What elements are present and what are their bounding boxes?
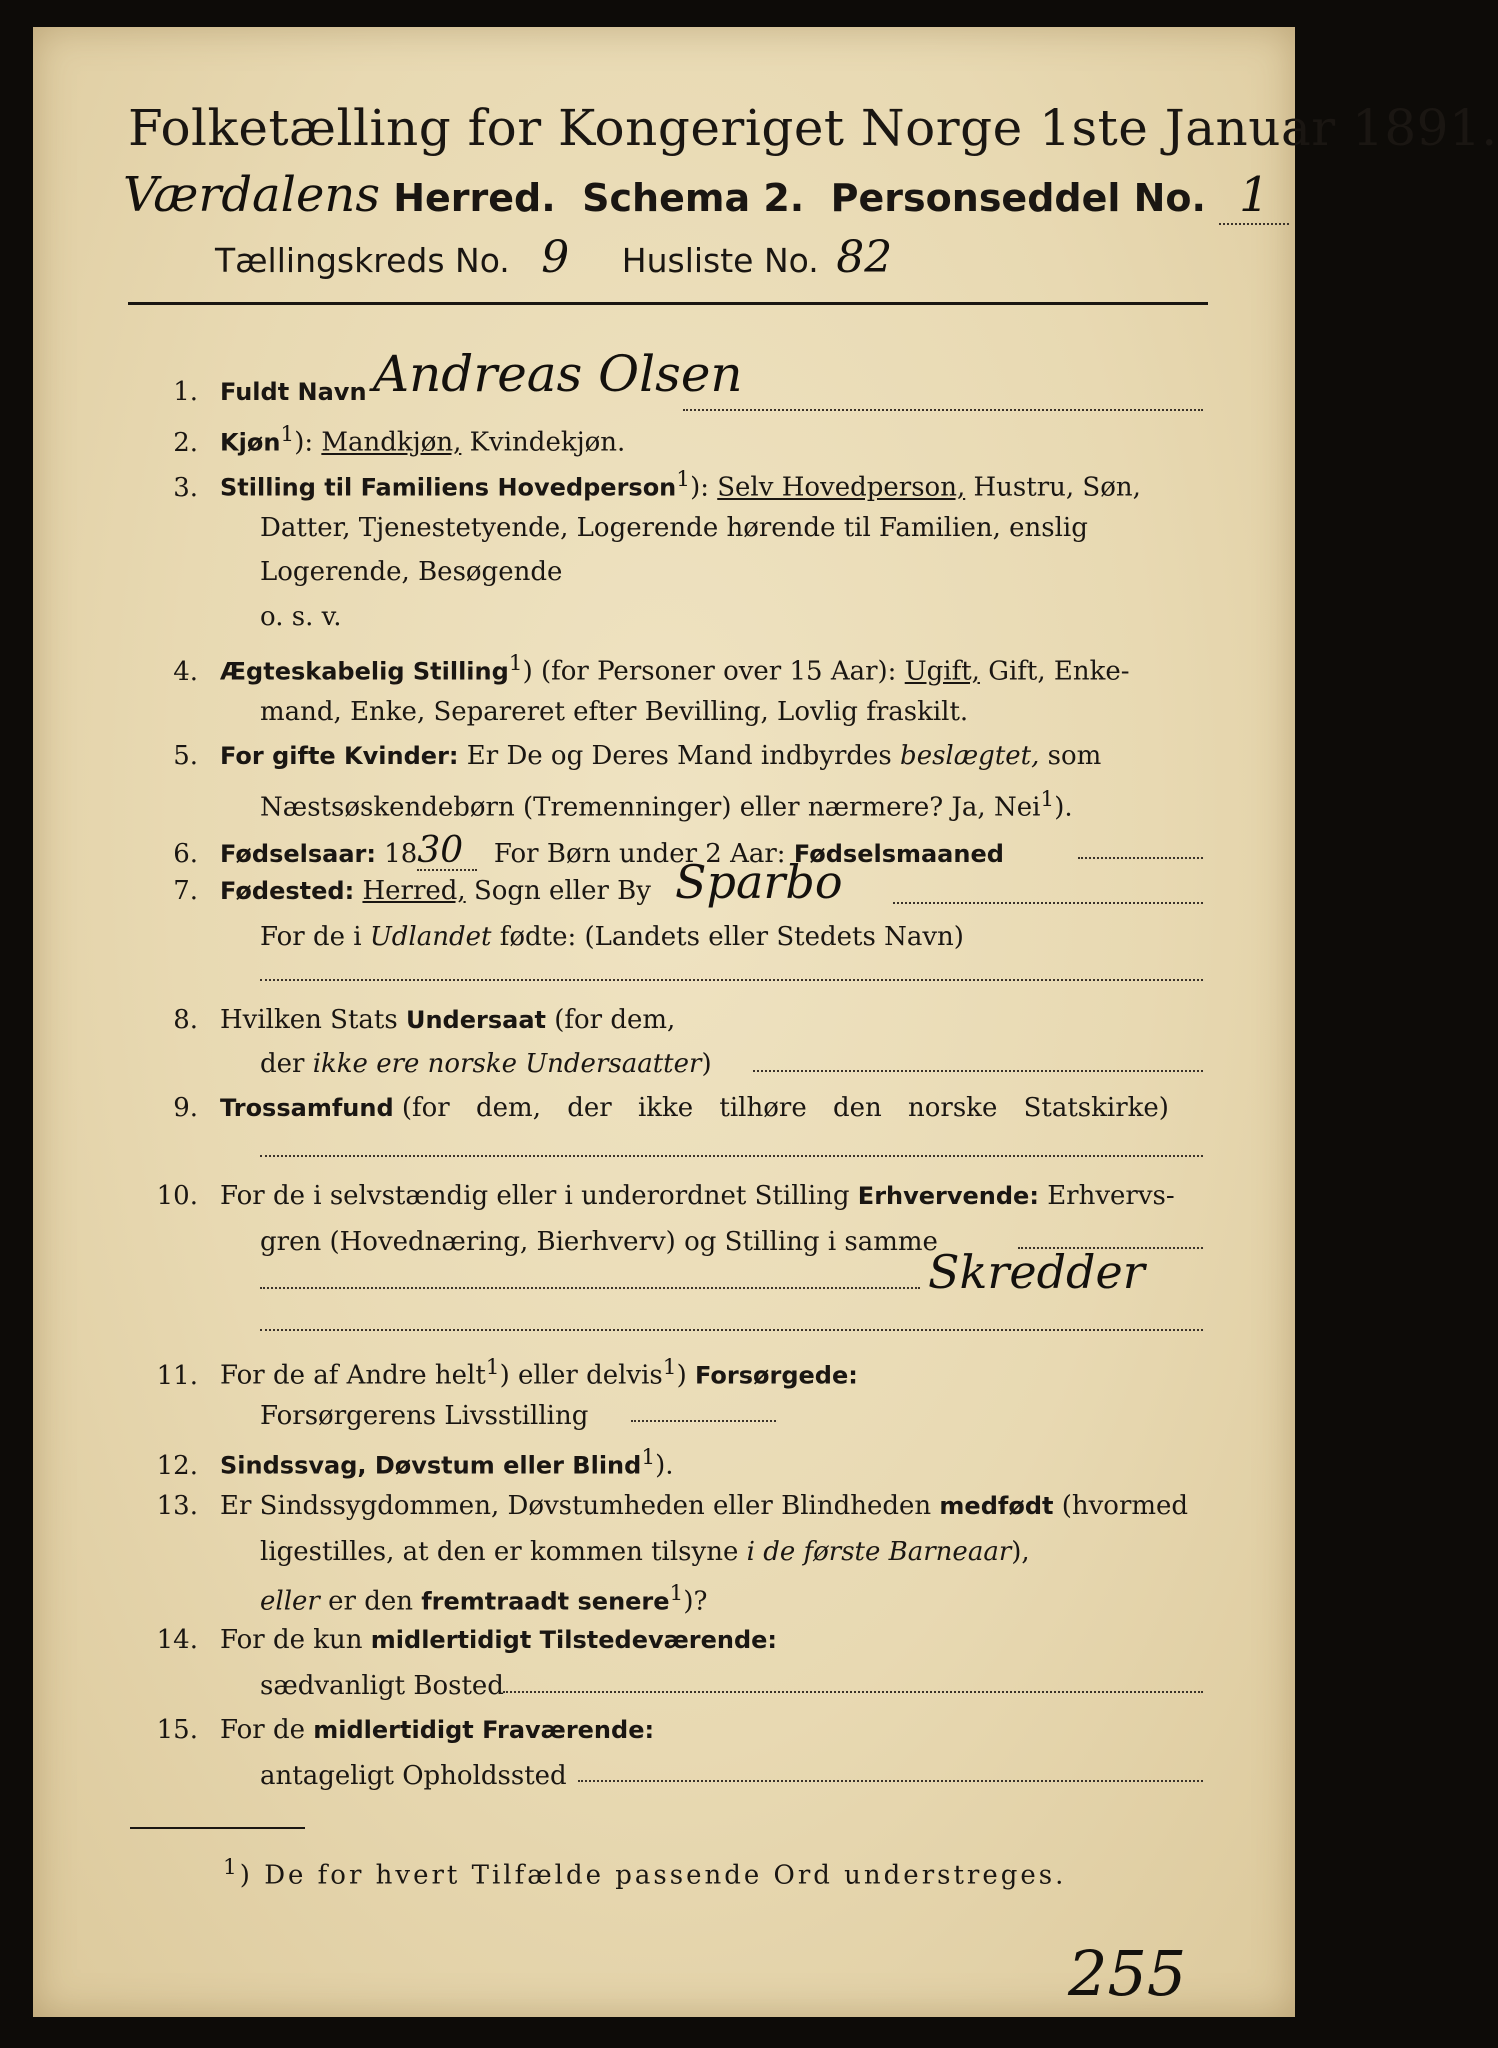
- q10-text: For de i selvstændig eller i underordnet Stilling: [220, 1181, 850, 1211]
- q10-label: Erhvervende:: [857, 1182, 1039, 1210]
- q5-line2: Næstsøskendebørn (Tremenninger) eller nærmere? Ja, Nei: [260, 792, 1041, 823]
- q13-line3: [260, 1581, 707, 1617]
- q7-dotted-line2: [260, 979, 1203, 981]
- q2-label: Kjøn: [220, 428, 281, 457]
- q5-italic: beslægtet,: [900, 741, 1040, 771]
- q8-line2: [260, 1049, 712, 1079]
- q12-end: ).: [655, 1450, 674, 1481]
- q3-line2: Datter, Tjenestetyende, Logerende hørende til Familien, enslig: [260, 513, 1088, 543]
- q6-dotted-line: [1078, 857, 1203, 859]
- q15-dotted-line: [578, 1780, 1203, 1782]
- question-1: [133, 379, 367, 405]
- page-number: 255: [1068, 1937, 1187, 2010]
- herred-label: Herred.: [393, 176, 556, 220]
- q10-occupation-value: Skredder: [928, 1245, 1145, 1299]
- q1-dotted-line: [683, 409, 1203, 411]
- q11-sup2: 1: [662, 1355, 677, 1380]
- q14-number: 14.: [156, 1625, 198, 1655]
- q13-label: medfødt: [939, 1492, 1054, 1520]
- q7-line2i: Udlandet: [369, 922, 492, 952]
- q9-dotted-line: [260, 1155, 1203, 1157]
- q11-sup: 1: [485, 1355, 500, 1380]
- q12-label: Sindssvag, Døvstum eller Blind: [220, 1451, 642, 1480]
- q5-text2: som: [1047, 741, 1102, 771]
- q13-line2: [260, 1537, 1030, 1567]
- q7-number: 7.: [173, 876, 198, 906]
- q2-option-mandkjon: Mandkjøn,: [321, 427, 462, 458]
- q9-label: Trossamfund: [220, 1094, 394, 1122]
- q8-label: Undersaat: [405, 1006, 546, 1034]
- q13-text2: (hvormed: [1061, 1491, 1189, 1521]
- kreds-label: Tællingskreds No.: [215, 241, 510, 280]
- q14-text: For de kun: [220, 1625, 363, 1655]
- q12-number: 12.: [156, 1450, 198, 1481]
- q8-number: 8.: [173, 1005, 198, 1035]
- q8-line2b: ): [701, 1049, 712, 1079]
- q4-pre: ) (for Personer over 15 Aar):: [522, 656, 897, 687]
- q11-line2: Forsørgerens Livsstilling: [260, 1401, 589, 1431]
- q4-sup: 1: [508, 651, 523, 676]
- q2-option-kvindekjon: Kvindekjøn.: [469, 427, 626, 458]
- q12-sup: 1: [641, 1445, 656, 1470]
- q6-label2: Fødselsmaaned: [793, 840, 1004, 868]
- question-2: [133, 424, 625, 456]
- q6-number: 6.: [173, 839, 198, 869]
- q11-end: ): [676, 1360, 687, 1391]
- q10-line2: gren (Hovednæring, Bierhverv) og Stilling i samme: [260, 1227, 938, 1257]
- question-5: [133, 743, 1101, 769]
- q10-number: 10.: [156, 1181, 198, 1211]
- census-form-page: [33, 27, 1498, 2017]
- q2-sep: ):: [294, 427, 314, 458]
- q5-number: 5.: [173, 741, 198, 771]
- q13-text1: Er Sindssygdommen, Døvstumheden eller Blindheden: [220, 1491, 932, 1521]
- q3-option-selv: Selv Hovedperson,: [717, 472, 966, 503]
- question-12: [133, 1447, 674, 1479]
- q13-line3i: eller: [260, 1586, 320, 1617]
- question-15: [133, 1717, 654, 1743]
- q13-number: 13.: [156, 1491, 198, 1521]
- footnote: [223, 1855, 1066, 1891]
- husliste-label: Husliste No.: [621, 241, 819, 280]
- schema-label: Schema 2.: [582, 176, 805, 220]
- question-6: [133, 830, 1004, 871]
- personseddel-label: Personseddel No.: [830, 176, 1206, 220]
- q1-label: Fuldt Navn: [220, 378, 367, 406]
- question-3: [133, 469, 1141, 501]
- q7-label: Fødested:: [220, 877, 355, 905]
- q10-rest: Erhvervs-: [1047, 1181, 1175, 1211]
- q15-text: For de: [220, 1715, 305, 1745]
- q14-line2: sædvanligt Bosted: [260, 1671, 504, 1701]
- q11-mid: ) eller delvis: [499, 1360, 663, 1391]
- q5-line2-wrap: [260, 787, 1073, 823]
- q13-label3: fremtraadt senere: [421, 1587, 670, 1616]
- q3-line3: Logerende, Besøgende: [260, 557, 563, 587]
- q13-line2a: ligestilles, at den er kommen tilsyne: [260, 1537, 739, 1567]
- q4-number: 4.: [173, 656, 198, 687]
- q11-number: 11.: [156, 1360, 198, 1391]
- q3-label: Stilling til Familiens Hovedperson: [220, 473, 677, 502]
- q3-sup: 1: [676, 467, 691, 492]
- q14-label: midlertidigt Tilstedeværende:: [370, 1626, 778, 1654]
- q7-line2a: For de i: [260, 922, 362, 952]
- question-10: [133, 1183, 1175, 1209]
- q5-sup: 1: [1040, 787, 1055, 812]
- q11-label: Forsørgede:: [694, 1361, 858, 1390]
- header-rule: [128, 302, 1208, 305]
- q7-line2b: fødte: (Landets eller Stedets Navn): [499, 922, 964, 952]
- q14-dotted-line: [503, 1691, 1203, 1693]
- q13-line2b: ),: [1011, 1537, 1030, 1567]
- q13-line2i: i de første Barneaar: [746, 1537, 1012, 1567]
- q6-label: Fødselsaar:: [220, 840, 376, 868]
- q8-rest: (for dem,: [554, 1005, 676, 1035]
- q7-rest: Sogn eller By: [473, 876, 651, 906]
- q9-rest: (for dem, der ikke tilhøre den norske Statskirke): [401, 1093, 1169, 1123]
- q4-rest: Gift, Enke-: [988, 656, 1130, 687]
- q6-prefix: 18: [384, 839, 418, 869]
- question-8: [133, 1007, 675, 1033]
- footnote-sup: 1: [223, 1855, 240, 1880]
- q10-dotted-line3: [260, 1329, 1203, 1331]
- q6-text: For Børn under 2 Aar:: [493, 839, 786, 869]
- question-11: [133, 1357, 858, 1389]
- kreds-no: 9: [541, 232, 570, 283]
- question-7: [133, 878, 651, 904]
- q3-sep: ):: [690, 472, 709, 503]
- kreds-line: [215, 232, 899, 283]
- q3-rest: Hustru, Søn,: [973, 472, 1141, 503]
- q5-text1: Er De og Deres Mand indbyrdes: [466, 741, 892, 771]
- q2-sup: 1: [280, 422, 295, 447]
- question-9: [133, 1095, 1169, 1121]
- q1-number: 1.: [173, 377, 198, 407]
- q8-dotted-line: [753, 1070, 1203, 1072]
- question-4: [133, 653, 1130, 685]
- q3-number: 3.: [173, 472, 198, 503]
- q11-dotted-line: [631, 1420, 776, 1422]
- q8-line2i: ikke ere norske Undersaatter: [312, 1049, 702, 1079]
- q4-line2: mand, Enke, Separeret efter Bevilling, Lovlig fraskilt.: [260, 697, 969, 727]
- question-14: [133, 1627, 777, 1653]
- q4-option-ugift: Ugift,: [904, 656, 980, 687]
- q7-birthplace-value: Sparbo: [675, 855, 843, 909]
- q10-dotted-line2: [260, 1287, 920, 1289]
- husliste-no: 82: [836, 232, 893, 283]
- personseddel-no: 1: [1219, 167, 1289, 225]
- q15-line2: antageligt Opholdssted: [260, 1761, 567, 1791]
- footnote-text: ) De for hvert Tilfælde passende Ord understreges.: [239, 1860, 1067, 1891]
- q7-dotted-line: [893, 902, 1203, 904]
- q9-number: 9.: [173, 1093, 198, 1123]
- q2-number: 2.: [173, 427, 198, 458]
- q11-text: For de af Andre helt: [220, 1360, 486, 1391]
- q8-text: Hvilken Stats: [220, 1005, 398, 1035]
- q1-name-value: Andreas Olsen: [373, 345, 743, 403]
- question-13: [133, 1493, 1188, 1519]
- q4-label: Ægteskabelig Stilling: [220, 657, 509, 686]
- q13-sup: 1: [669, 1581, 684, 1606]
- q15-label: midlertidigt Fraværende:: [313, 1716, 655, 1744]
- q8-line2a: der: [260, 1049, 305, 1079]
- q5-label: For gifte Kvinder:: [220, 742, 459, 770]
- q3-line4: o. s. v.: [260, 602, 342, 632]
- q5-end: ).: [1054, 792, 1073, 823]
- form-title: Folketælling for Kongeriget Norge 1ste Januar 1891.: [128, 99, 1498, 157]
- q7-line2: [260, 922, 964, 952]
- herred-line: [123, 167, 1289, 225]
- q6-year-value: 30: [417, 833, 477, 871]
- herred-name: Værdalens: [123, 167, 380, 223]
- q15-number: 15.: [156, 1715, 198, 1745]
- footnote-rule: [130, 1827, 305, 1829]
- q7-option-herred: Herred,: [362, 876, 466, 906]
- q13-line3a: er den: [328, 1586, 413, 1617]
- q13-end: )?: [683, 1586, 708, 1617]
